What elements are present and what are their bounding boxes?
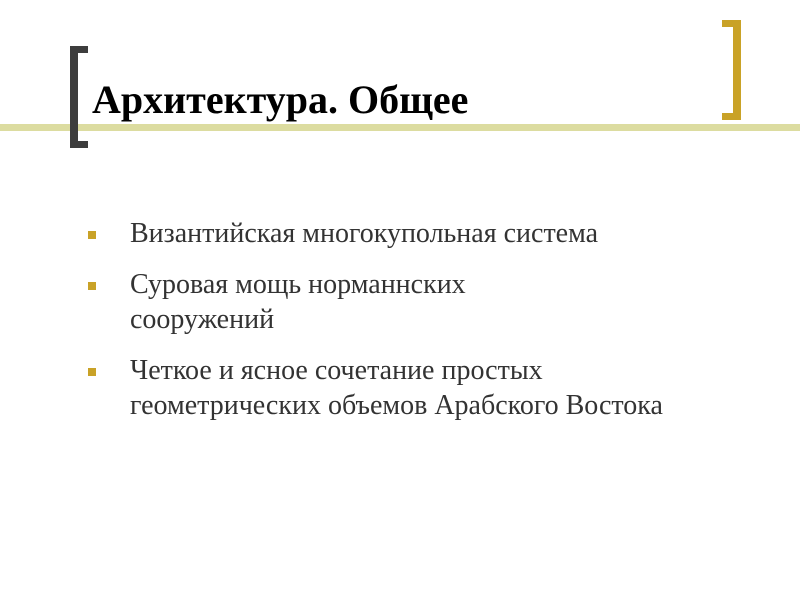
header-band xyxy=(0,124,800,131)
square-bullet-icon xyxy=(88,231,96,239)
bullet-text: Суровая мощь норманнских сооружений xyxy=(130,269,466,335)
slide-title: Архитектура. Общее xyxy=(92,77,469,122)
left-bracket-top xyxy=(70,46,88,53)
bullet-item xyxy=(88,216,748,251)
bullet-list xyxy=(88,216,748,439)
bullet-item xyxy=(88,353,748,423)
right-bracket-top xyxy=(722,20,741,27)
right-bracket-vertical xyxy=(733,20,741,120)
bullet-text: Византийская многокупольная система xyxy=(130,218,599,249)
square-bullet-icon xyxy=(88,368,96,376)
right-bracket-bottom xyxy=(722,113,741,120)
bullet-text: Четкое и ясное сочетание простых геометрических объемов Арабского Востока xyxy=(130,355,663,421)
square-bullet-icon xyxy=(88,282,96,290)
left-bracket-vertical xyxy=(70,46,78,148)
left-bracket-bottom xyxy=(70,141,88,148)
bullet-item xyxy=(88,267,748,337)
